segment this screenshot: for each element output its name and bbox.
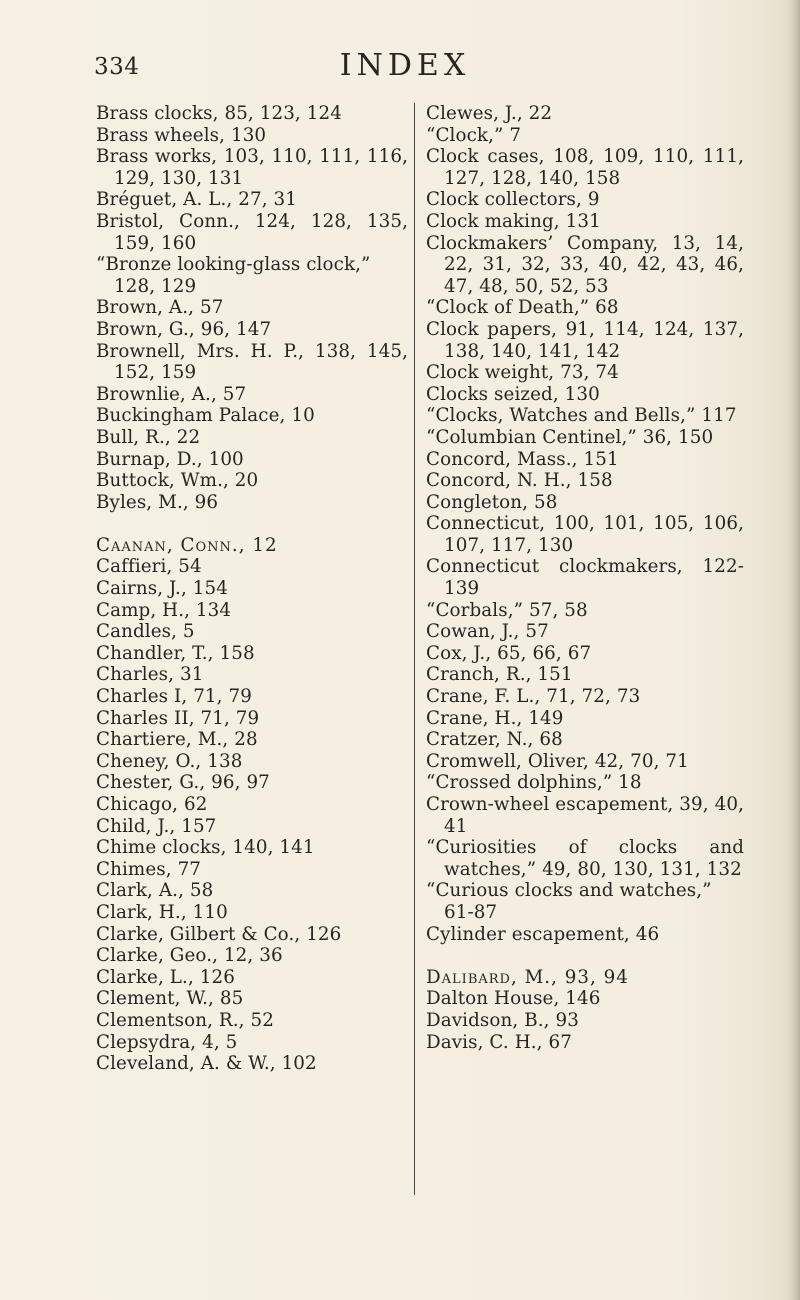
index-entry: Chimes, 77 <box>96 858 202 880</box>
index-entry: Chandler, T., 158 <box>96 642 255 664</box>
index-entry: Cheney, O., 138 <box>96 750 243 772</box>
index-entry: Clark, H., 110 <box>96 901 228 923</box>
index-entry: Camp, H., 134 <box>96 599 232 621</box>
index-entry: Clock weight, 73, 74 <box>426 362 619 384</box>
index-entry: Charles II, 71, 79 <box>96 707 260 729</box>
index-entry: Clarke, Geo., 12, 36 <box>96 945 283 967</box>
page-number: 334 <box>94 54 140 80</box>
index-entry: Clement, W., 85 <box>96 988 244 1010</box>
index-entry: Brass works, 103, 110, 111, 116, 129, 130, 131 <box>96 146 408 189</box>
index-entry: Cleveland, A. & W., 102 <box>96 1053 317 1075</box>
index-entry: “Clock of Death,” 68 <box>426 297 619 319</box>
index-entry: Chime clocks, 140, 141 <box>96 837 315 859</box>
index-entry: Davidson, B., 93 <box>426 1009 579 1031</box>
index-entry: Davis, C. H., 67 <box>426 1031 572 1053</box>
index-entry: Cox, J., 65, 66, 67 <box>426 642 592 664</box>
index-entry: Child, J., 157 <box>96 815 217 837</box>
index-entry: Chester, G., 96, 97 <box>96 772 270 794</box>
index-entry: Caffieri, 54 <box>96 556 202 578</box>
index-entry: Buttock, Wm., 20 <box>96 470 259 492</box>
section-gap <box>426 945 744 967</box>
index-entry: Clock collectors, 9 <box>426 189 600 211</box>
index-entry: Brass clocks, 85, 123, 124 <box>96 103 342 124</box>
index-entry: Clock making, 131 <box>426 210 601 232</box>
index-entry: Concord, Mass., 151 <box>426 448 619 470</box>
index-entry: “Curious clocks and watches,” 61-87 <box>426 880 712 923</box>
index-entry: Bristol, Conn., 124, 128, 135, 159, 160 <box>96 210 408 254</box>
running-title: INDEX <box>339 48 471 83</box>
index-entry: Cairns, J., 154 <box>96 578 228 600</box>
index-entry: Brown, A., 57 <box>96 297 224 319</box>
index-entry: Byles, M., 96 <box>96 491 219 513</box>
index-entry: Clarke, L., 126 <box>96 966 235 988</box>
index-entry: Clewes, J., 22 <box>426 103 553 124</box>
page-header <box>0 44 800 84</box>
index-column-left <box>96 103 408 1075</box>
column-divider <box>414 103 415 1195</box>
index-entry: Bréguet, A. L., 27, 31 <box>96 189 297 211</box>
index-entry: Cranch, R., 151 <box>426 664 573 686</box>
index-entry: Chicago, 62 <box>96 794 208 815</box>
index-column-right <box>426 103 744 1053</box>
index-entry: “Crossed dolphins,” 18 <box>426 772 642 794</box>
index-entry: Clepsydra, 4, 5 <box>96 1031 238 1053</box>
index-entry: Chartiere, M., 28 <box>96 729 258 751</box>
index-entry: Buckingham Palace, 10 <box>96 405 315 427</box>
index-entry: Connecticut clockmakers, 122-139 <box>426 556 744 600</box>
index-entry: Connecticut, 100, 101, 105, 106, 107, 117, 130 <box>426 513 744 556</box>
index-entry: Brownell, Mrs. H. P., 138, 145, 152, 159 <box>96 340 408 384</box>
index-entry: Clarke, Gilbert & Co., 126 <box>96 923 342 945</box>
index-entry: Clark, A., 58 <box>96 880 214 902</box>
index-entry: Cylinder escapement, 46 <box>426 923 660 945</box>
index-entry: Clock cases, 108, 109, 110, 111, 127, 128, 140, 158 <box>426 146 744 189</box>
index-entry: Crane, H., 149 <box>426 707 564 729</box>
index-entry: “Curiosities of clocks and watches,” 49, 80, 130, 131, 132 <box>426 837 744 880</box>
index-entry: Congleton, 58 <box>426 491 558 513</box>
index-entry: “Bronze looking-glass clock,” 128, 129 <box>96 254 371 297</box>
index-entry: Charles I, 71, 79 <box>96 686 252 708</box>
index-entry: Candles, 5 <box>96 621 195 643</box>
section-gap <box>96 513 408 535</box>
index-entry: Brownlie, A., 57 <box>96 383 247 405</box>
index-entry: Clementson, R., 52 <box>96 1009 274 1031</box>
index-entry: Crown-wheel escapement, 39, 40, 41 <box>426 794 744 837</box>
index-entry: Charles, 31 <box>96 664 204 686</box>
index-entry: Brass wheels, 130 <box>96 124 267 146</box>
index-entry: “Clocks, Watches and Bells,” 117 <box>426 405 737 427</box>
index-entry: Clocks seized, 130 <box>426 383 600 405</box>
index-entry: “Clock,” 7 <box>426 124 522 146</box>
index-entry: Dalton House, 146 <box>426 988 601 1010</box>
index-entry: Cowan, J., 57 <box>426 621 549 643</box>
index-entry: Dalibard, M., 93, 94 <box>426 966 629 988</box>
index-entry: “Corbals,” 57, 58 <box>426 599 588 621</box>
index-entry: “Columbian Centinel,” 36, 150 <box>426 426 714 448</box>
index-entry: Cromwell, Oliver, 42, 70, 71 <box>426 750 689 772</box>
index-entry: Cratzer, N., 68 <box>426 729 563 751</box>
index-entry: Brown, G., 96, 147 <box>96 318 272 340</box>
index-entry: Crane, F. L., 71, 72, 73 <box>426 686 641 708</box>
page-edge-shadow <box>786 0 800 1300</box>
index-entry: Clock papers, 91, 114, 124, 137, 138, 140, 141, 142 <box>426 318 744 362</box>
index-entry: Bull, R., 22 <box>96 426 201 448</box>
index-entry: Concord, N. H., 158 <box>426 470 613 492</box>
index-entry: Burnap, D., 100 <box>96 448 244 470</box>
index-entry: Clockmakers’ Company, 13, 14, 22, 31, 32, 33, 40, 42, 43, 46, 47, 48, 50, 52, 53 <box>426 232 744 297</box>
index-entry: Caanan, Conn., 12 <box>96 534 278 556</box>
